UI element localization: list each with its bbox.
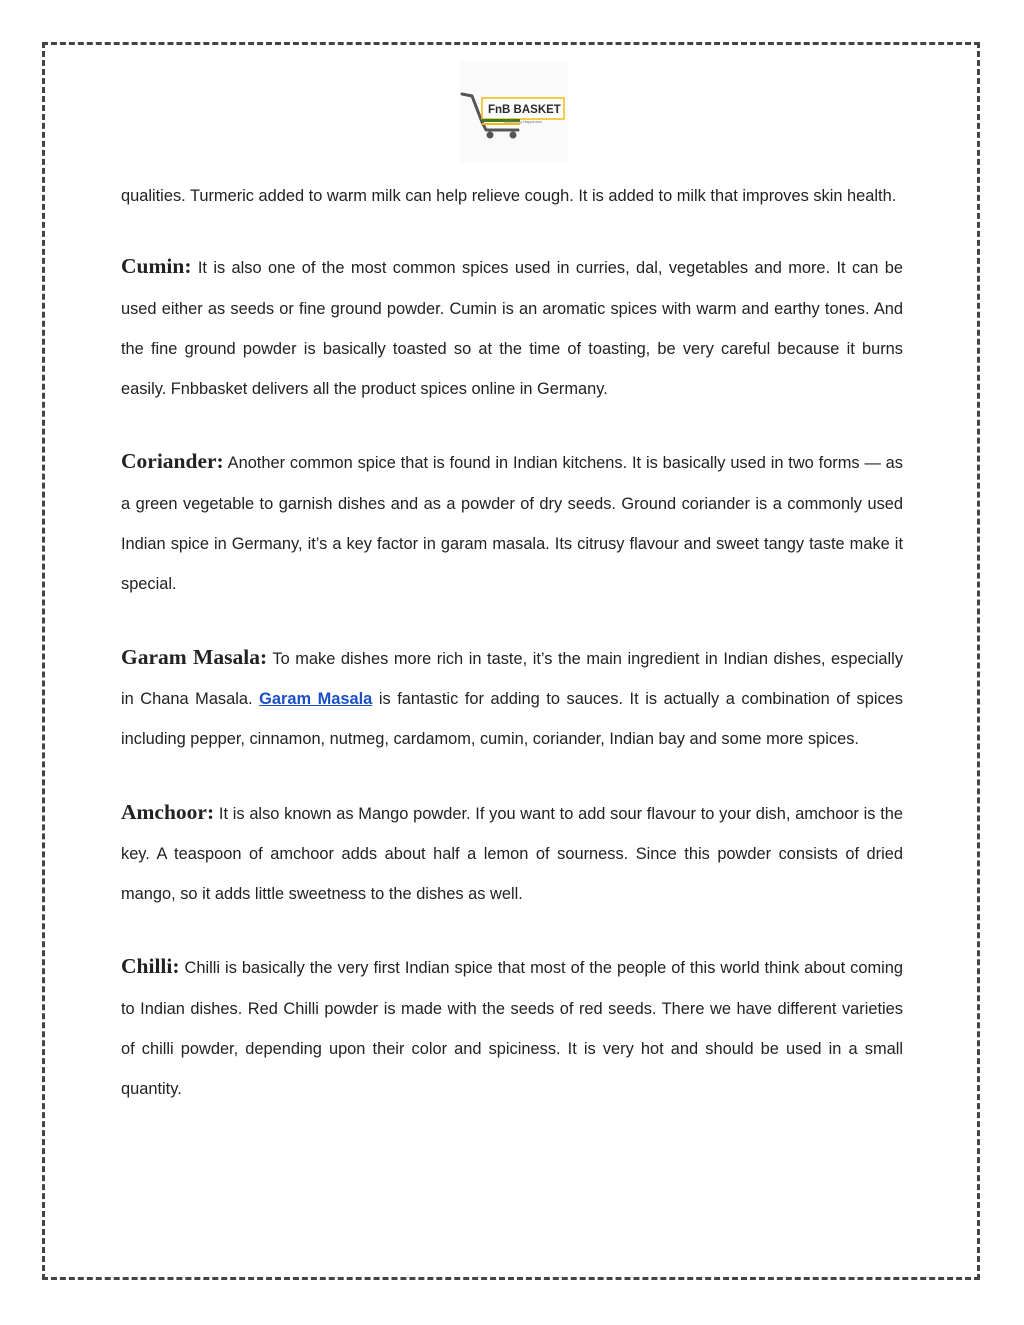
- section-heading: Chilli:: [121, 954, 180, 979]
- section-coriander: [121, 441, 903, 604]
- logo-tagline: Delivering Happiness: [504, 119, 542, 124]
- section-text-before-link: To make dishes more rich in taste, it’s the main ingredient in Indian dishes, especially in Chana Masala.: [121, 649, 904, 708]
- section-heading: Coriander:: [121, 449, 224, 474]
- section-heading: Cumin:: [121, 254, 192, 279]
- section-heading: Amchoor:: [121, 799, 215, 824]
- section-text: It is also one of the most common spices used in curries, dal, vegetables and more. It can be used either as seeds or fine ground powder. Cumin is an aromatic spices with warm and earthy tones. And the fine ground powder is basically toasted so at the time of toasting, be very careful because it burns easily. Fnbbasket delivers all the product spices online in Germany.: [121, 259, 903, 399]
- section-text: It is also known as Mango powder. If you want to add sour flavour to your dish, amchoor is the key. A teaspoon of amchoor adds about half a lemon of sourness. Since this powder consists of dried mango, so it adds little sweetness to the dishes as well.: [121, 804, 903, 904]
- section-garam-masala: [121, 637, 903, 760]
- intro-text: qualities. Turmeric added to warm milk can help relieve cough. It is added to milk that improves skin health.: [121, 187, 897, 205]
- section-amchoor: [121, 792, 903, 915]
- section-text: Chilli is basically the very first Indian spice that most of the people of this world think about coming to Indian dishes. Red Chilli powder is made with the seeds of red seeds. There we have different varieties of chilli powder, depending upon their color and spiciness. It is very hot and should be used in a small quantity.: [121, 959, 904, 1099]
- cart-logo-icon: [460, 62, 568, 162]
- section-cumin: [121, 246, 903, 409]
- fnb-basket-logo: [460, 62, 568, 162]
- section-chilli: [121, 946, 903, 1109]
- document-body: [121, 176, 903, 1142]
- garam-masala-link[interactable]: Garam Masala: [259, 689, 373, 708]
- section-heading: Garam Masala:: [121, 644, 268, 669]
- logo-brand-text: FnB BASKET: [488, 104, 561, 116]
- section-text: Another common spice that is found in Indian kitchens. It is basically used in two forms — as a green vegetable to garnish dishes and as a powder of dry seeds. Ground coriander is a commonly used Indian spice in Germany, it’s a key factor in garam masala. Its citrusy flavour and sweet tangy taste make it special.: [121, 454, 903, 594]
- section-text-after-link: is fantastic for adding to sauces. It is actually a combination of spices including pepper, cinnamon, nutmeg, cardamom, cumin, coriander, Indian bay and some more spices.: [121, 689, 903, 749]
- intro-paragraph: [121, 176, 903, 216]
